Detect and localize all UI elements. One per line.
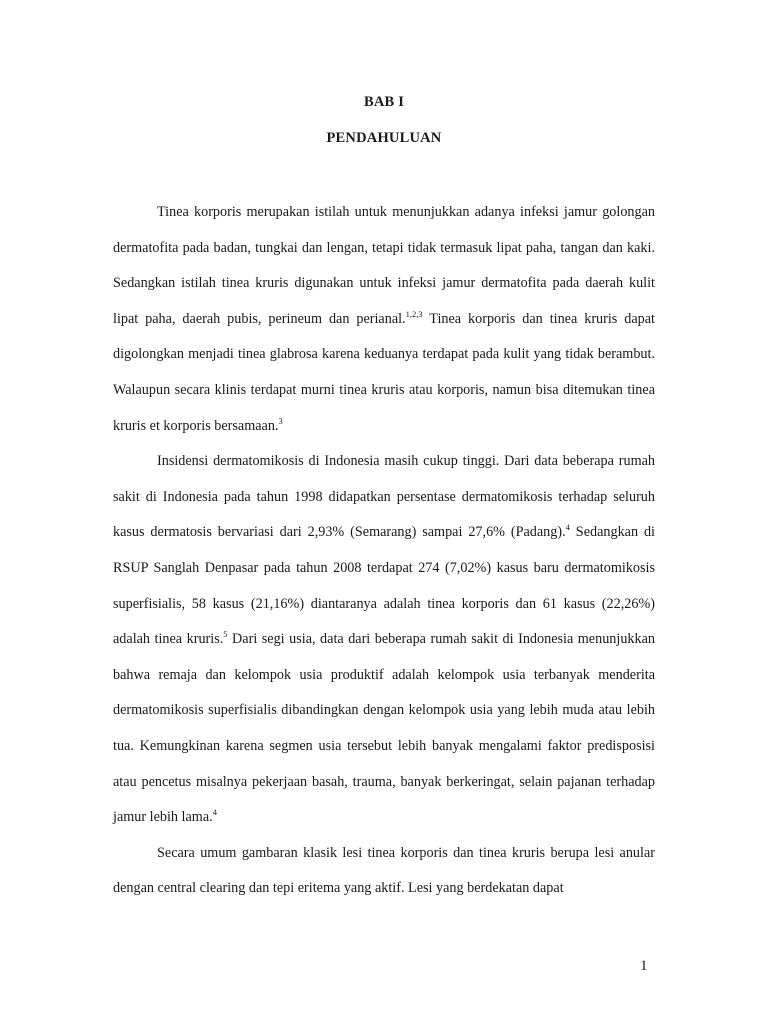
page-number: 1	[640, 958, 648, 974]
citation-superscript: 3	[278, 415, 283, 426]
paragraph	[113, 444, 655, 836]
paragraph	[113, 836, 655, 907]
text-run: Sedangkan di RSUP Sanglah Denpasar pada tahun 2008 terdapat 274 (7,02%) kasus baru dermatomikosis superfisialis, 58 kasus (21,16%) diantaranya adalah tinea korporis dan 61 kasus (22,26%) adalah tinea kruris.	[113, 524, 656, 648]
chapter-title: PENDAHULUAN	[326, 130, 442, 146]
citation-superscript: 4	[212, 807, 217, 818]
text-run: Insidensi dermatomikosis di Indonesia masih cukup tinggi. Dari data beberapa rumah sakit di Indonesia pada tahun 1998 didapatkan persentase dermatomikosis terhadap seluruh kasus dermatosis bervariasi dari 2,93% (Semarang) sampai 27,6% (Padang).	[113, 453, 655, 541]
chapter-heading: BAB I	[363, 94, 405, 110]
paragraph	[113, 195, 655, 444]
citation-superscript: 5	[223, 629, 228, 640]
body-text	[113, 195, 655, 907]
citation-superscript: 1,2,3	[405, 308, 423, 319]
citation-superscript: 4	[565, 522, 570, 533]
text-run: Secara umum gambaran klasik lesi tinea korporis dan tinea kruris berupa lesi anular dengan central clearing dan tepi eritema yang aktif. Lesi yang berdekatan dapat	[113, 844, 655, 897]
text-run: Dari segi usia, data dari beberapa rumah sakit di Indonesia menunjukkan bahwa remaja dan kelompok usia produktif adalah kelompok usia terbanyak menderita dermatomikosis superfisialis dibandingkan dengan kelompok usia yang lebih muda atau lebih tua. Kemungkinan karena segmen usia tersebut lebih banyak mengalami faktor predisposisi atau pencetus misalnya pekerjaan basah, trauma, banyak berkeringat, selain pajanan terhadap jamur lebih lama.	[113, 631, 655, 826]
text-run: Tinea korporis merupakan istilah untuk menunjukkan adanya infeksi jamur golongan dermatofita pada badan, tungkai dan lengan, tetapi tidak termasuk lipat paha, tangan dan kaki. Sedangkan istilah tinea kruris digunakan untuk infeksi jamur dermatofita pada daerah kulit lipat paha, daerah pubis, perineum dan perianal.	[113, 204, 655, 327]
text-run: Tinea korporis dan tinea kruris dapat digolongkan menjadi tinea glabrosa karena keduanya terdapat pada kulit yang tidak berambut. Walaupun secara klinis terdapat murni tinea kruris atau korporis, namun bisa ditemukan tinea kruris et korporis bersamaan.	[113, 310, 655, 434]
